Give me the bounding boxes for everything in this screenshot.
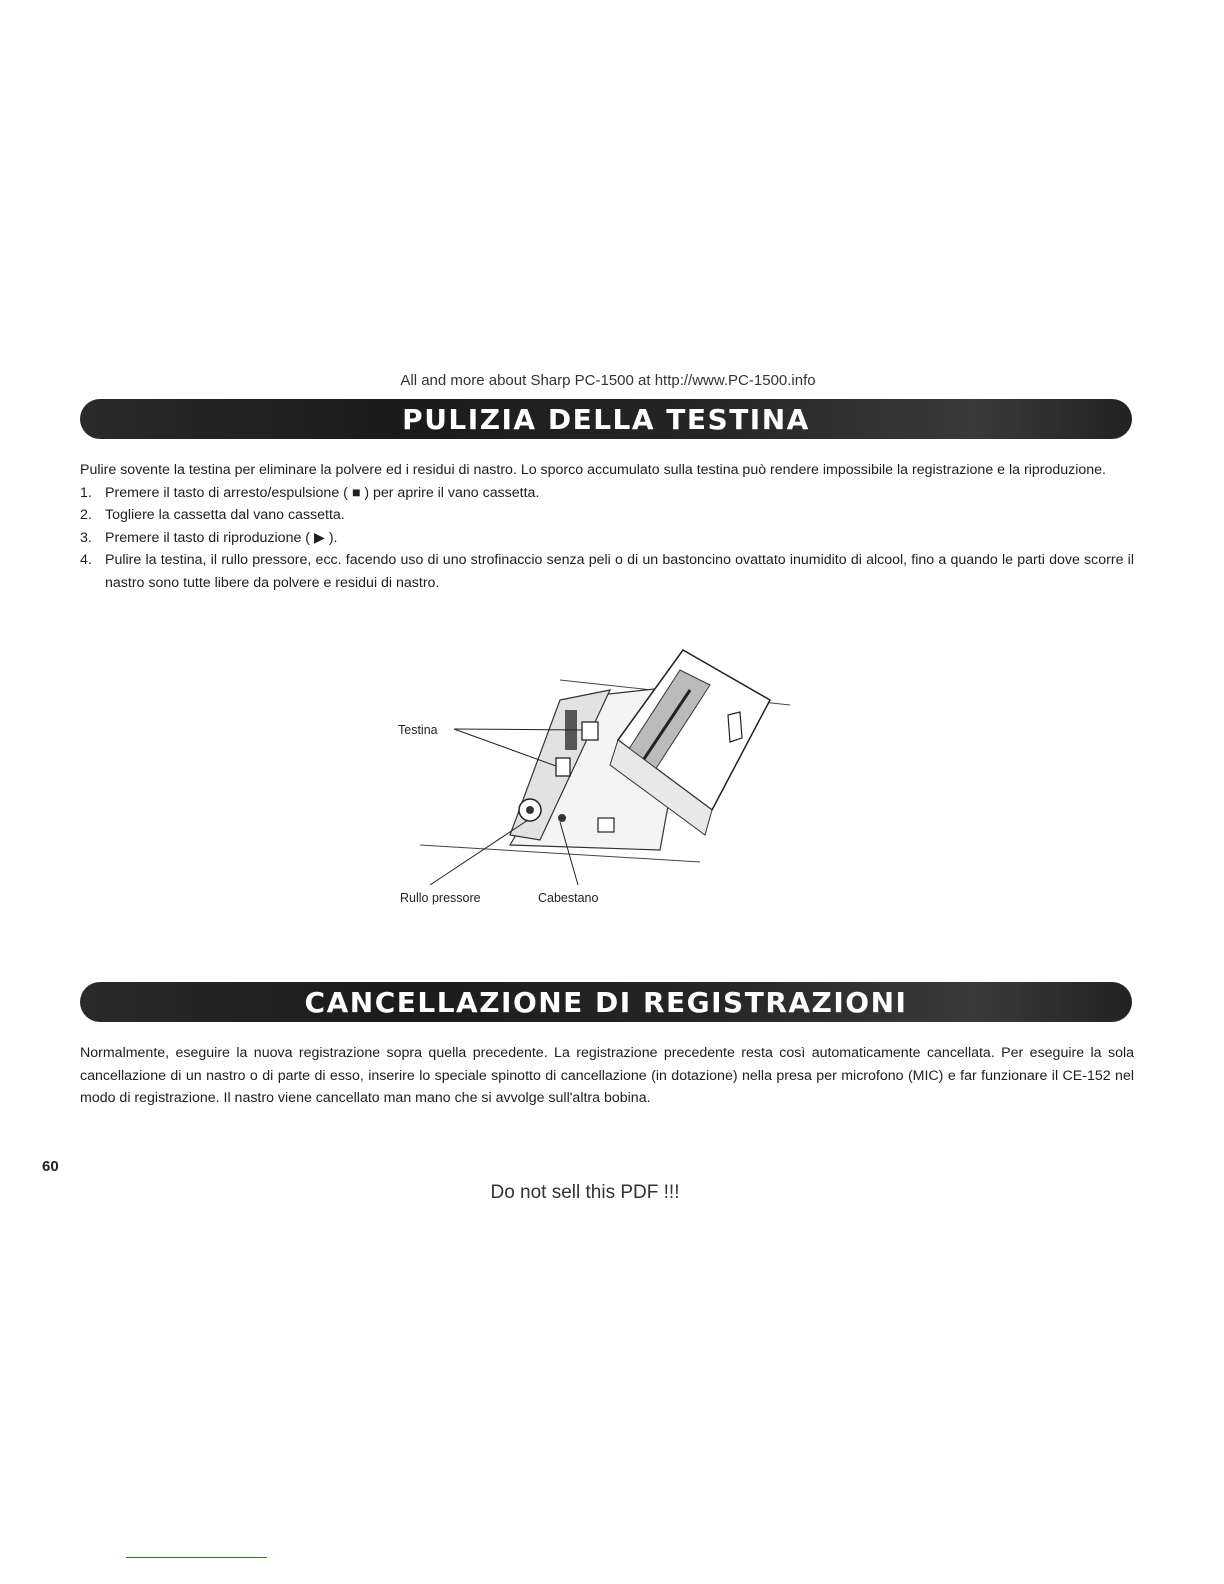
section-title: CANCELLAZIONE DI REGISTRAZIONI: [304, 985, 908, 1019]
erase-paragraph: Normalmente, eseguire la nuova registrazione sopra quella precedente. La registrazione precedente resta così automaticamente cancellata. Per eseguire la sola cancellazione di un nastro o di parte di esso, inserire lo speciale spinotto di cancellazione (in dotazione) nella presa per microfono (MIC) e far funzionare il CE-152 nel modo di registrazione. Il nastro viene cancellato man mano che si avvolge sull'altra bobina.: [80, 1045, 1134, 1107]
cassette-head-illustration: [360, 640, 840, 980]
step-number: 1.: [80, 484, 92, 501]
step-number: 2.: [80, 507, 92, 524]
step-text: Pulire la testina, il rullo pressore, ecc. facendo uso di uno strofinaccio senza peli o di un bastoncino ovattato inumidito di alcool, fino a quando le parti dove scorre il nastro sono tutte libere da polvere e residui di nastro.: [105, 552, 1134, 591]
section-banner-cancellazione: [80, 982, 1132, 1022]
label-testina: Testina: [398, 723, 438, 737]
list-item: [80, 482, 1134, 505]
footer-note: Do not sell this PDF !!!: [490, 1182, 680, 1203]
intro-paragraph: Pulire sovente la testina per eliminare la polvere ed i residui di nastro. Lo sporco accumulato sulla testina può rendere impossibile la registrazione e la riproduzione.: [80, 462, 1106, 478]
step-text: Togliere la cassetta dal vano cassetta.: [105, 507, 345, 524]
label-cabestano: Cabestano: [538, 891, 599, 905]
step-number: 3.: [80, 529, 92, 546]
section-banner-pulizia: [80, 399, 1132, 439]
step-number: 4.: [80, 552, 92, 569]
list-item: [80, 504, 1134, 527]
steps-list: [80, 482, 1134, 595]
section-title: PULIZIA DELLA TESTINA: [402, 402, 810, 436]
label-rullo-pressore: Rullo pressore: [400, 891, 481, 905]
section-body-pulizia: [80, 459, 1134, 595]
list-item: [80, 527, 1134, 550]
step-text: Premere il tasto di arresto/espulsione ( ■ ) per aprire il vano cassetta.: [105, 484, 540, 501]
page-number: 60: [42, 1158, 59, 1175]
cassette-diagram: [360, 640, 840, 980]
step-text: Premere il tasto di riproduzione ( ▶ ).: [105, 529, 338, 546]
bottom-rule: [126, 1557, 267, 1558]
section-body-cancellazione: [80, 1042, 1134, 1110]
list-item: [80, 549, 1134, 594]
header-note: All and more about Sharp PC-1500 at http://www.PC-1500.info: [400, 372, 816, 389]
